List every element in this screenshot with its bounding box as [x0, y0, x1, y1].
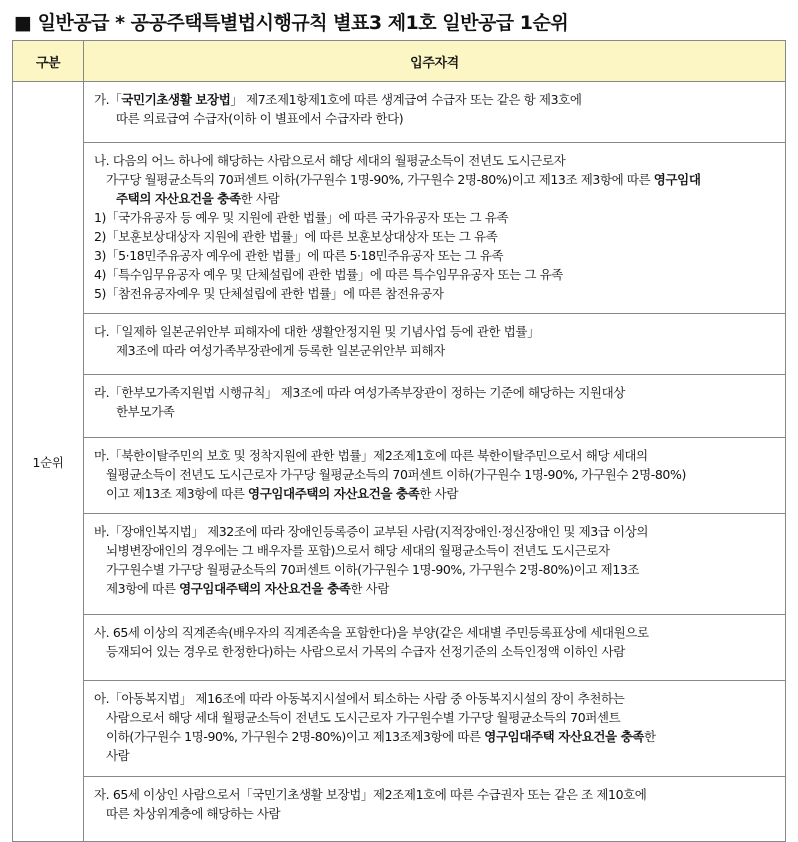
- eligibility-item: [84, 615, 786, 681]
- item-text: 아.「아동복지법」 제16조에 따라 아동복지시설에서 퇴소하는 사람 중 아동복지시설의 장이 추천하는: [94, 691, 625, 706]
- header-category: 구분: [13, 41, 84, 82]
- page-title: ■ 일반공급 * 공공주택특별법시행규칙 별표3 제1호 일반공급 1순위: [14, 12, 569, 34]
- item-line: [94, 208, 775, 227]
- item-text: 제3조에 따라 여성가족부장관에게 등록한 일본군위안부 피해자: [116, 343, 445, 358]
- item-line: [94, 560, 775, 579]
- item-text: 나. 다음의 어느 하나에 해당하는 사람으로서 해당 세대의 월평균소득이 전년도 도시근로자: [94, 153, 566, 168]
- eligibility-item: [84, 777, 786, 842]
- item-text: 사람: [106, 748, 130, 763]
- item-text: 2)「보훈보상대상자 지원에 관한 법률」에 따른 보훈보상대상자 또는 그 유족: [94, 229, 498, 244]
- item-text: 한부모가족: [116, 404, 175, 419]
- item-line: [94, 522, 775, 541]
- item-line: [94, 189, 775, 208]
- table-row: [13, 615, 786, 681]
- item-line: [94, 446, 775, 465]
- item-line: [94, 727, 775, 746]
- item-line: [94, 541, 775, 560]
- item-line: [94, 579, 775, 598]
- eligibility-item: [84, 514, 786, 615]
- table-row: [13, 143, 786, 314]
- item-line: [94, 402, 775, 421]
- item-line: [94, 109, 775, 128]
- item-text: 제3항에 따른: [106, 581, 180, 596]
- item-text: 뇌병변장애인의 경우에는 그 배우자를 포함)으로서 해당 세대의 월평균소득이 전년도 도시근로자: [106, 543, 610, 558]
- item-line: [94, 90, 775, 109]
- eligibility-item: [84, 143, 786, 314]
- item-text: 자. 65세 이상인 사람으로서「국민기초생활 보장법」제2조제1호에 따른 수급권자 또는 같은 조 제10호에: [94, 787, 647, 802]
- category-cell: 1순위: [13, 82, 84, 842]
- item-line: [94, 341, 775, 360]
- item-line: [94, 642, 775, 661]
- item-text: 1)「국가유공자 등 예우 및 지원에 관한 법률」에 따른 국가유공자 또는 그 유족: [94, 210, 509, 225]
- item-text: 」 제7조제1항제1호에 따른 생계급여 수급자 또는 같은 항 제3호에: [230, 92, 582, 107]
- item-text: 4)「특수임무유공자 예우 및 단체설립에 관한 법률」에 따른 특수임무유공자 또는 그 유족: [94, 267, 563, 282]
- item-line: [94, 623, 775, 642]
- emphasis-text: 영구임대주택의 자산요건을 충족: [248, 486, 420, 501]
- eligibility-item: [84, 438, 786, 514]
- emphasis-text: 주택의 자산요건을 충족: [116, 191, 241, 206]
- item-line: [94, 689, 775, 708]
- item-line: [94, 484, 775, 503]
- item-text: 가.「: [94, 92, 122, 107]
- table-row: [13, 314, 786, 375]
- item-line: [94, 284, 775, 303]
- table-row: [13, 438, 786, 514]
- table-row: [13, 82, 786, 143]
- emphasis-text: 국민기초생활 보장법: [121, 92, 231, 107]
- item-text: 이고 제13조 제3항에 따른: [106, 486, 249, 501]
- item-text: 월평균소득이 전년도 도시근로자 가구당 월평균소득의 70퍼센트 이하(가구원수 1명-90%, 가구원수 2명-80%): [106, 467, 686, 482]
- item-text: 다.「일제하 일본군위안부 피해자에 대한 생활안정지원 및 기념사업 등에 관한 법률」: [94, 324, 540, 339]
- emphasis-text: 영구임대: [653, 172, 701, 187]
- item-text: 따른 의료급여 수급자(이하 이 별표에서 수급자라 한다): [116, 111, 404, 126]
- item-line: [94, 383, 775, 402]
- item-text: 한 사람: [419, 486, 458, 501]
- item-line: [94, 227, 775, 246]
- eligibility-item: [84, 82, 786, 143]
- item-line: [94, 322, 775, 341]
- item-text: 3)「5·18민주유공자 예우에 관한 법률」에 따른 5·18민주유공자 또는 그 유족: [94, 248, 504, 263]
- eligibility-table: [12, 40, 786, 842]
- table-header: [13, 41, 786, 82]
- item-text: 라.「한부모가족지원법 시행규칙」 제3조에 따라 여성가족부장관이 정하는 기준에 해당하는 지원대상: [94, 385, 625, 400]
- item-line: [94, 708, 775, 727]
- emphasis-text: 영구임대주택 자산요건을 충족: [484, 729, 644, 744]
- item-line: [94, 804, 775, 823]
- item-text: 마.「북한이탈주민의 보호 및 정착지원에 관한 법률」제2조제1호에 따른 북한이탈주민으로서 해당 세대의: [94, 448, 648, 463]
- item-text: 사람으로서 해당 세대 월평균소득이 전년도 도시근로자 가구원수별 가구당 월평균소득의 70퍼센트: [106, 710, 621, 725]
- item-text: 사. 65세 이상의 직계존속(배우자의 직계존속을 포함한다)을 부양(같은 세대별 주민등록표상에 세대원으로: [94, 625, 649, 640]
- table-row: [13, 514, 786, 615]
- header-eligibility: 입주자격: [84, 41, 786, 82]
- emphasis-text: 영구임대주택의 자산요건을 충족: [179, 581, 351, 596]
- item-line: [94, 465, 775, 484]
- item-text: 5)「참전유공자예우 및 단체설립에 관한 법률」에 따른 참전유공자: [94, 286, 444, 301]
- item-text: 따른 차상위계층에 해당하는 사람: [106, 806, 281, 821]
- item-text: 가구원수별 가구당 월평균소득의 70퍼센트 이하(가구원수 1명-90%, 가구원수 2명-80%)이고 제13조: [106, 562, 640, 577]
- item-line: [94, 170, 775, 189]
- item-text: 등재되어 있는 경우로 한정한다)하는 사람으로서 가목의 수급자 선정기준의 소득인정액 이하인 사람: [106, 644, 625, 659]
- item-text: 가구당 월평균소득의 70퍼센트 이하(가구원수 1명-90%, 가구원수 2명-80%)이고 제13조 제3항에 따른: [106, 172, 654, 187]
- item-text: 한 사람: [350, 581, 390, 596]
- item-text: 한 사람: [240, 191, 280, 206]
- table-row: [13, 375, 786, 438]
- table-row: [13, 681, 786, 777]
- table-row: [13, 777, 786, 842]
- item-line: [94, 746, 775, 765]
- item-text: 한: [643, 729, 656, 744]
- item-line: [94, 265, 775, 284]
- eligibility-item: [84, 314, 786, 375]
- eligibility-item: [84, 375, 786, 438]
- item-line: [94, 785, 775, 804]
- item-text: 바.「장애인복지법」 제32조에 따라 장애인등록증이 교부된 사람(지적장애인·정신장애인 및 제3급 이상의: [94, 524, 649, 539]
- item-line: [94, 246, 775, 265]
- item-line: [94, 151, 775, 170]
- item-text: 이하(가구원수 1명-90%, 가구원수 2명-80%)이고 제13조제3항에 따른: [106, 729, 485, 744]
- eligibility-item: [84, 681, 786, 777]
